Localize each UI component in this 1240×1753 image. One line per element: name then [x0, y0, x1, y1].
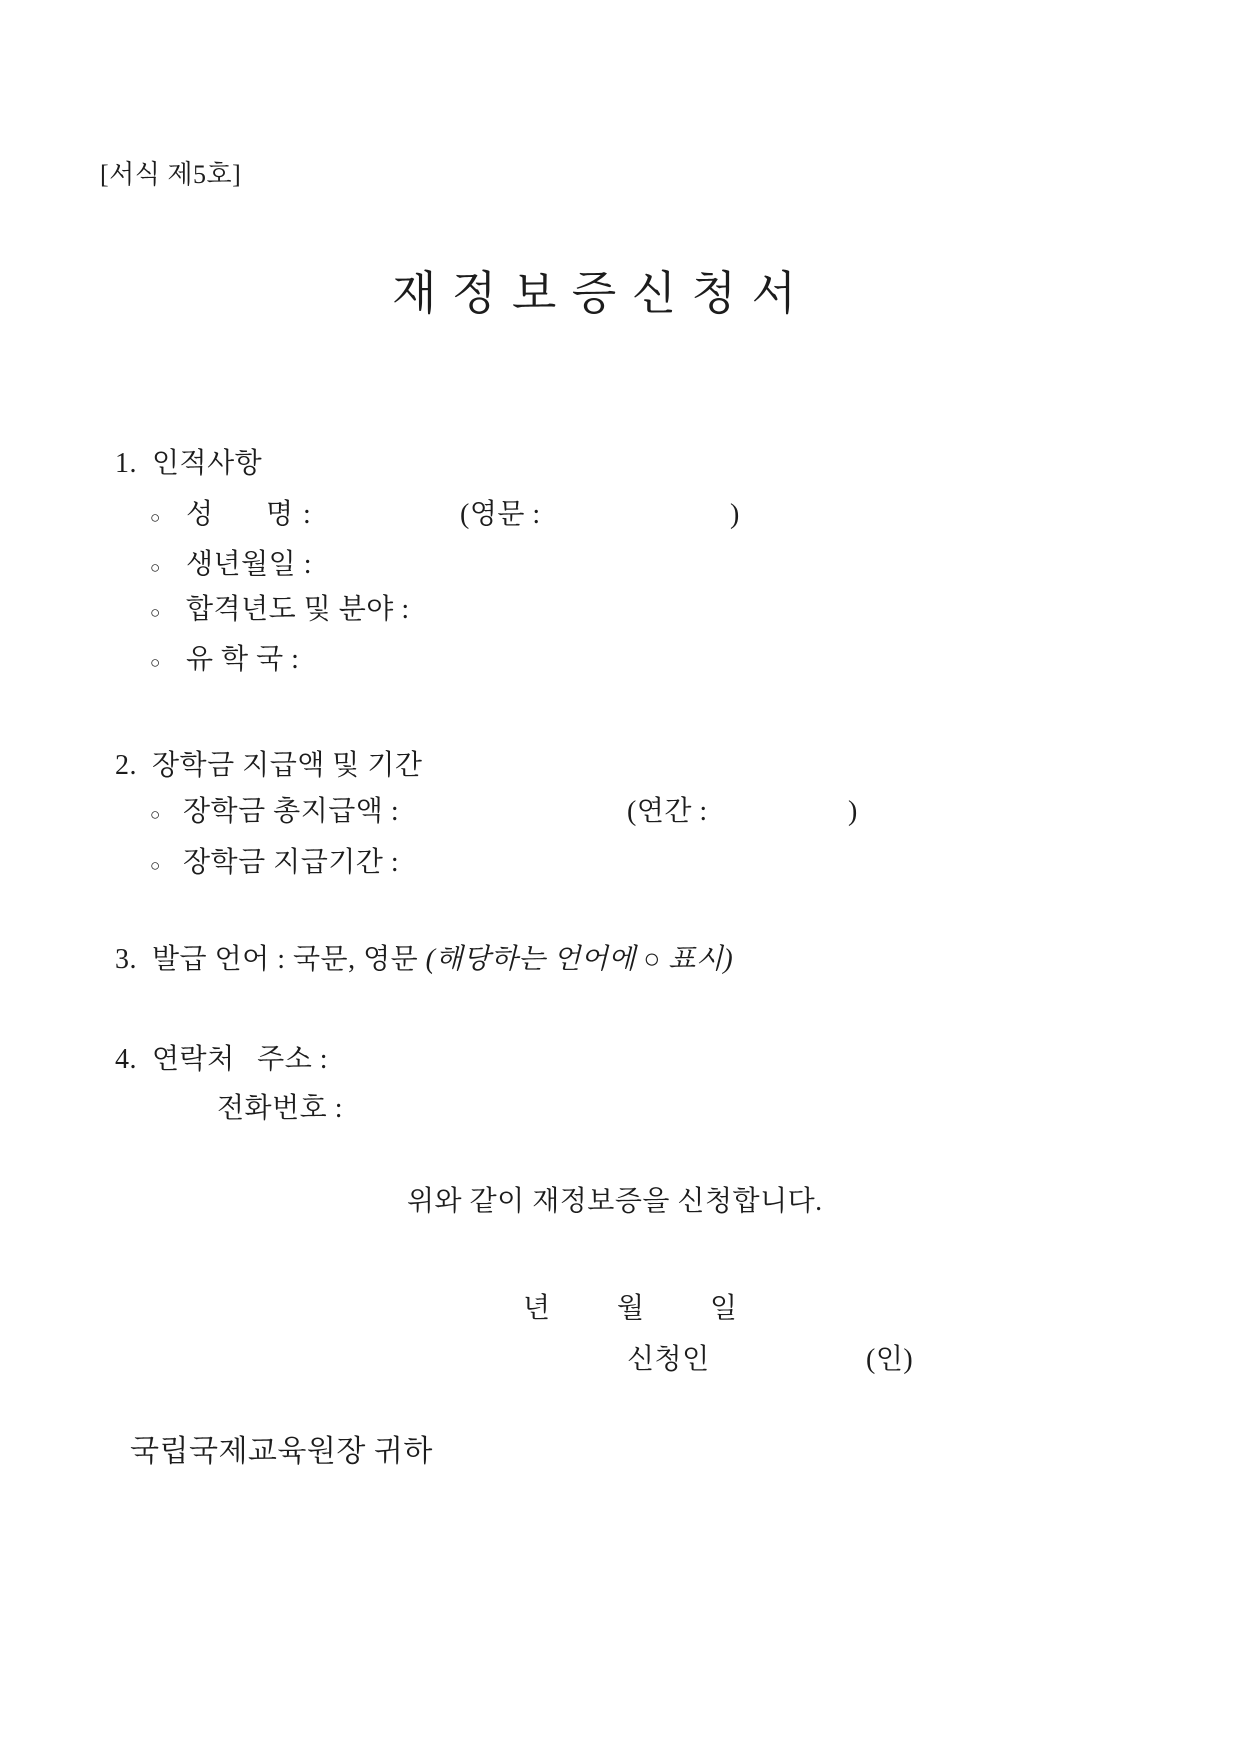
scholarship-total-label: 장학금 총지급액 : — [183, 796, 400, 827]
study-country-label: 유 학 국 : — [186, 644, 300, 675]
date-day-label: 일 — [710, 1293, 738, 1324]
circle-bullet-icon: ○ — [150, 603, 161, 622]
circle-bullet-icon: ○ — [150, 508, 161, 527]
annual-amount-label: (연간 : — [627, 796, 708, 827]
name-label-second: 명 — [266, 499, 294, 530]
name-label-first: 성 — [186, 499, 214, 530]
circle-bullet-icon: ○ — [150, 856, 161, 875]
seal-label: (인) — [866, 1344, 914, 1375]
birthdate-label: 생년월일 : — [186, 549, 312, 580]
circle-bullet-icon: ○ — [150, 558, 161, 577]
document-title: 재 정 보 증 신 청 서 — [392, 268, 799, 319]
closing-statement: 위와 같이 재정보증을 신청합니다. — [407, 1186, 823, 1217]
language-mark-note: (해당하는 언어에 ○ 표시) — [425, 944, 734, 975]
name-colon: : — [303, 499, 312, 530]
circle-bullet-icon: ○ — [150, 653, 161, 672]
annual-amount-close-paren: ) — [848, 796, 858, 827]
applicant-label: 신청인 — [627, 1344, 710, 1375]
section-2-heading: 2. 장학금 지급액 및 기간 — [115, 750, 423, 781]
date-month-label: 월 — [617, 1293, 645, 1324]
english-name-close-paren: ) — [730, 499, 740, 530]
scholarship-period-label: 장학금 지급기간 : — [183, 847, 400, 878]
circle-bullet-icon: ○ — [150, 805, 161, 824]
pass-year-field-label: 합격년도 및 분야 : — [186, 594, 410, 625]
section-4-heading: 4. 연락처 주소 : — [115, 1044, 329, 1075]
form-number: [서식 제5호] — [100, 160, 242, 189]
english-name-label: (영문 : — [460, 499, 541, 530]
section-1-heading: 1. 인적사항 — [115, 448, 263, 479]
recipient-line: 국립국제교육원장 귀하 — [130, 1435, 433, 1468]
phone-number-label: 전화번호 : — [217, 1093, 343, 1124]
section-3-heading — [115, 942, 733, 978]
date-year-label: 년 — [523, 1293, 551, 1324]
issue-language-label: 3. 발급 언어 : 국문, 영문 — [115, 944, 426, 975]
